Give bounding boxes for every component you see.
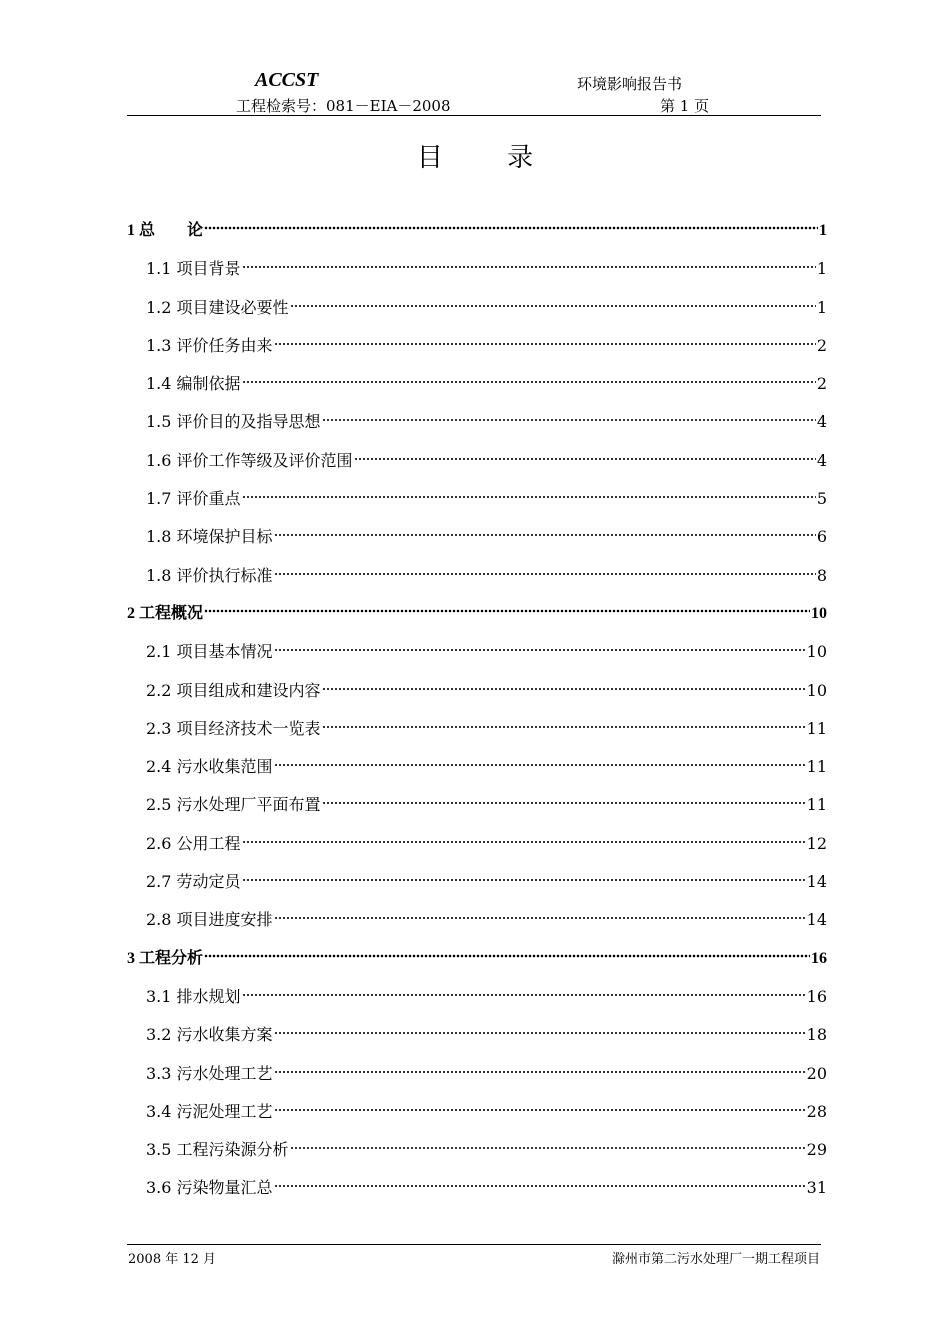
toc-dot-leader <box>322 800 806 806</box>
toc-dot-leader <box>274 571 816 577</box>
toc-entry-label: 2.2 项目组成和建设内容 <box>146 680 321 700</box>
toc-entry-label: 3.6 污染物量汇总 <box>146 1178 273 1198</box>
toc-dot-leader <box>274 1030 806 1036</box>
toc-entry-page-number: 4 <box>816 450 827 470</box>
toc-section-entry[interactable] <box>127 289 827 327</box>
toc-section-entry[interactable] <box>127 863 827 901</box>
toc-section-entry[interactable] <box>127 1093 827 1131</box>
toc-entry-page-number: 12 <box>806 833 827 853</box>
toc-section-entry[interactable] <box>127 403 827 441</box>
toc-dot-leader <box>354 456 816 462</box>
header-retrieval-code: 工程检索号：081－EIA－2008 <box>236 97 451 115</box>
toc-section-entry[interactable] <box>127 633 827 671</box>
toc-entry-label: 1.7 评价重点 <box>146 489 241 509</box>
toc-section-entry[interactable] <box>127 1131 827 1169</box>
toc-entry-page-number: 2 <box>816 374 827 394</box>
toc-entry-label: 1.8 环境保护目标 <box>146 527 273 547</box>
toc-entry-page-number: 1 <box>816 297 827 317</box>
toc-entry-label: 3.4 污泥处理工艺 <box>146 1101 273 1121</box>
toc-dot-leader <box>322 417 816 423</box>
toc-dot-leader <box>322 724 806 730</box>
toc-section-entry[interactable] <box>127 250 827 288</box>
toc-dot-leader <box>242 839 806 845</box>
toc-entry-page-number: 8 <box>816 565 827 585</box>
toc-entry-label: 1.5 评价目的及指导思想 <box>146 412 321 432</box>
toc-section-entry[interactable] <box>127 327 827 365</box>
toc-section-entry[interactable] <box>127 901 827 939</box>
toc-dot-leader <box>290 1145 806 1151</box>
toc-section-entry[interactable] <box>127 672 827 710</box>
toc-entry-page-number: 1 <box>816 259 827 279</box>
toc-entry-label: 2.4 污水收集范围 <box>146 757 273 777</box>
toc-section-entry[interactable] <box>127 1169 827 1207</box>
toc-entry-label: 1.4 编制依据 <box>146 374 241 394</box>
toc-section-entry[interactable] <box>127 518 827 556</box>
toc-section-entry[interactable] <box>127 557 827 595</box>
toc-entry-label: 1.6 评价工作等级及评价范围 <box>146 450 353 470</box>
toc-dot-leader <box>274 915 806 921</box>
toc-entry-page-number: 1 <box>819 222 827 239</box>
toc-chapter-entry[interactable] <box>127 212 827 250</box>
toc-entry-page-number: 16 <box>806 986 827 1006</box>
toc-entry-label: 3.2 污水收集方案 <box>146 1025 273 1045</box>
toc-entry-label: 3.3 污水处理工艺 <box>146 1063 273 1083</box>
footer-divider <box>127 1244 821 1245</box>
toc-entry-page-number: 4 <box>816 412 827 432</box>
toc-entry-label: 1.2 项目建设必要性 <box>146 297 289 317</box>
toc-section-entry[interactable] <box>127 442 827 480</box>
toc-section-entry[interactable] <box>127 710 827 748</box>
toc-entry-page-number: 11 <box>806 795 827 815</box>
toc-entry-page-number: 14 <box>806 872 827 892</box>
footer-project-name: 滁州市第二污水处理厂一期工程项目 <box>611 1252 820 1267</box>
toc-entry-page-number: 29 <box>806 1140 827 1160</box>
toc-entry-label: 3 工程分析 <box>127 949 204 967</box>
toc-dot-leader <box>204 608 810 614</box>
toc-entry-label: 2.6 公用工程 <box>146 833 241 853</box>
header-divider <box>127 115 821 116</box>
header-logo: ACCST <box>255 69 319 91</box>
toc-chapter-entry[interactable] <box>127 595 827 633</box>
toc-section-entry[interactable] <box>127 748 827 786</box>
toc-dot-leader <box>204 953 810 959</box>
toc-section-entry[interactable] <box>127 365 827 403</box>
toc-section-entry[interactable] <box>127 825 827 863</box>
toc-dot-leader <box>274 647 806 653</box>
toc-dot-leader <box>242 264 816 270</box>
toc-entry-label: 2.3 项目经济技术一览表 <box>146 718 321 738</box>
toc-section-entry[interactable] <box>127 1055 827 1093</box>
toc-entry-page-number: 10 <box>811 604 827 622</box>
toc-entry-page-number: 2 <box>816 335 827 355</box>
toc-entry-page-number: 28 <box>806 1101 827 1121</box>
toc-dot-leader <box>274 341 816 347</box>
page-title: 目 录 <box>416 143 562 173</box>
toc-entry-label: 2.8 项目进度安排 <box>146 910 273 930</box>
toc-entry-page-number: 16 <box>811 949 827 967</box>
toc-dot-leader <box>274 1107 806 1113</box>
toc-entry-label: 2.1 项目基本情况 <box>146 642 273 662</box>
toc-entry-label: 2.5 污水处理厂平面布置 <box>146 795 321 815</box>
toc-chapter-entry[interactable] <box>127 940 827 978</box>
toc-dot-leader <box>290 303 816 309</box>
footer-date: 2008 年 12 月 <box>128 1252 217 1267</box>
toc-dot-leader <box>242 494 816 500</box>
table-of-contents <box>127 212 827 1208</box>
toc-dot-leader <box>274 762 806 768</box>
toc-dot-leader <box>242 877 806 883</box>
toc-dot-leader <box>204 225 818 231</box>
toc-entry-page-number: 31 <box>806 1178 827 1198</box>
toc-entry-label: 1.1 项目背景 <box>146 259 241 279</box>
toc-entry-page-number: 10 <box>806 680 827 700</box>
toc-entry-page-number: 10 <box>806 642 827 662</box>
toc-section-entry[interactable] <box>127 978 827 1016</box>
toc-entry-label: 2 工程概况 <box>127 604 204 622</box>
toc-dot-leader <box>242 379 816 385</box>
toc-section-entry[interactable] <box>127 1016 827 1054</box>
toc-dot-leader <box>242 992 806 998</box>
toc-section-entry[interactable] <box>127 480 827 518</box>
toc-dot-leader <box>274 1069 806 1075</box>
toc-entry-page-number: 18 <box>806 1025 827 1045</box>
toc-entry-label: 1.8 评价执行标准 <box>146 565 273 585</box>
header-page-number: 第 1 页 <box>660 97 710 115</box>
toc-entry-label: 1 总 论 <box>127 222 204 239</box>
toc-entry-page-number: 5 <box>816 489 827 509</box>
toc-dot-leader <box>274 1183 806 1189</box>
toc-entry-page-number: 11 <box>806 757 827 777</box>
toc-dot-leader <box>322 686 806 692</box>
toc-dot-leader <box>274 532 816 538</box>
toc-entry-label: 3.5 工程污染源分析 <box>146 1140 289 1160</box>
toc-entry-page-number: 6 <box>816 527 827 547</box>
toc-entry-page-number: 20 <box>806 1063 827 1083</box>
header-document-title: 环境影响报告书 <box>577 75 683 93</box>
toc-entry-label: 3.1 排水规划 <box>146 986 241 1006</box>
toc-entry-label: 2.7 劳动定员 <box>146 872 241 892</box>
toc-section-entry[interactable] <box>127 786 827 824</box>
toc-entry-label: 1.3 评价任务由来 <box>146 335 273 355</box>
toc-entry-page-number: 11 <box>806 718 827 738</box>
toc-entry-page-number: 14 <box>806 910 827 930</box>
